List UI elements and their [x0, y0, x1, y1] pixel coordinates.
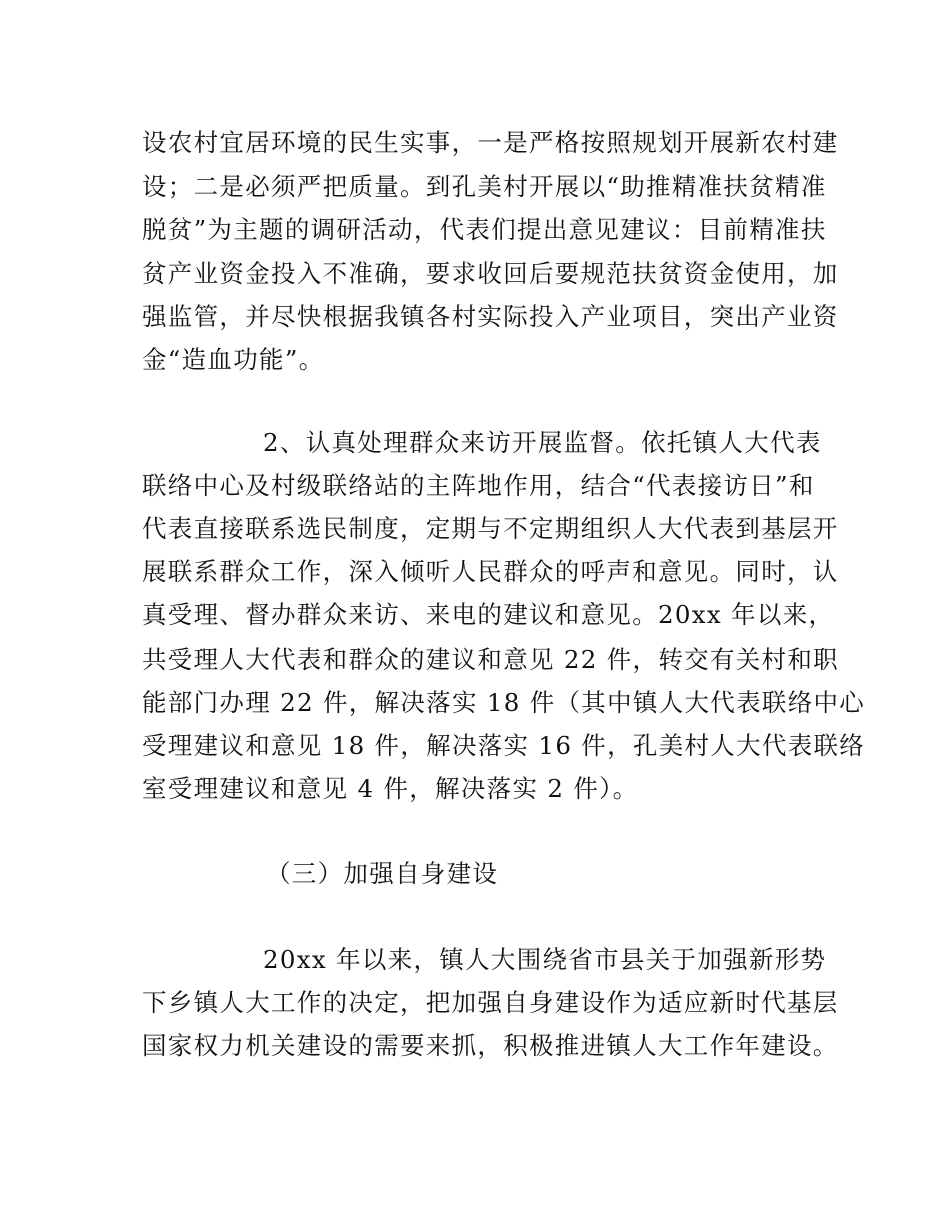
paragraph-2-line-7: 能部门办理 22 件，解决落实 18 件（其中镇人大代表联络中心 [142, 688, 866, 717]
paragraph-3-line-3: 国家权力机关建设的需要来抓，积极推进镇人大工作年建设。 [142, 1031, 839, 1060]
paragraph-1-line-4: 贫产业资金投入不准确，要求收回后要规范扶贫资金使用，加 [142, 259, 839, 288]
paragraph-1-line-1: 设农村宜居环境的民生实事，一是严格按照规划开展新农村建 [142, 128, 839, 157]
paragraph-2-line-6: 共受理人大代表和群众的建议和意见 22 件，转交有关村和职 [142, 645, 839, 674]
paragraph-1-line-5: 强监管，并尽快根据我镇各村实际投入产业项目，突出产业资 [142, 302, 839, 331]
paragraph-2-line-4: 展联系群众工作，深入倾听人民群众的呼声和意见。同时，认 [142, 557, 839, 586]
paragraph-2-line-8: 受理建议和意见 18 件，解决落实 16 件，孔美村人大代表联络 [142, 731, 866, 760]
paragraph-2-line-2: 联络中心及村级联络站的主阵地作用，结合“代表接访日”和 [142, 471, 815, 500]
paragraph-2-line-5: 真受理、督办群众来访、来电的建议和意见。20xx 年以来， [142, 600, 835, 629]
paragraph-2-line-1: 2、认真处理群众来访开展监督。依托镇人大代表 [263, 428, 822, 457]
paragraph-1-line-3: 脱贫”为主题的调研活动，代表们提出意见建议：目前精准扶 [142, 215, 827, 244]
section-heading: （三）加强自身建设 [266, 859, 499, 888]
paragraph-1-line-2: 设；二是必须严把质量。到孔美村开展以“助推精准扶贫精准 [142, 172, 827, 201]
paragraph-3-line-1: 20xx 年以来，镇人大围绕省市县关于加强新形势 [263, 945, 827, 974]
paragraph-1-line-6: 金“造血功能”。 [142, 345, 325, 374]
paragraph-2-line-3: 代表直接联系选民制度，定期与不定期组织人大代表到基层开 [142, 514, 839, 543]
paragraph-2-line-9: 室受理建议和意见 4 件，解决落实 2 件）。 [142, 774, 639, 803]
paragraph-3-line-2: 下乡镇人大工作的决定，把加强自身建设作为适应新时代基层 [142, 988, 839, 1017]
